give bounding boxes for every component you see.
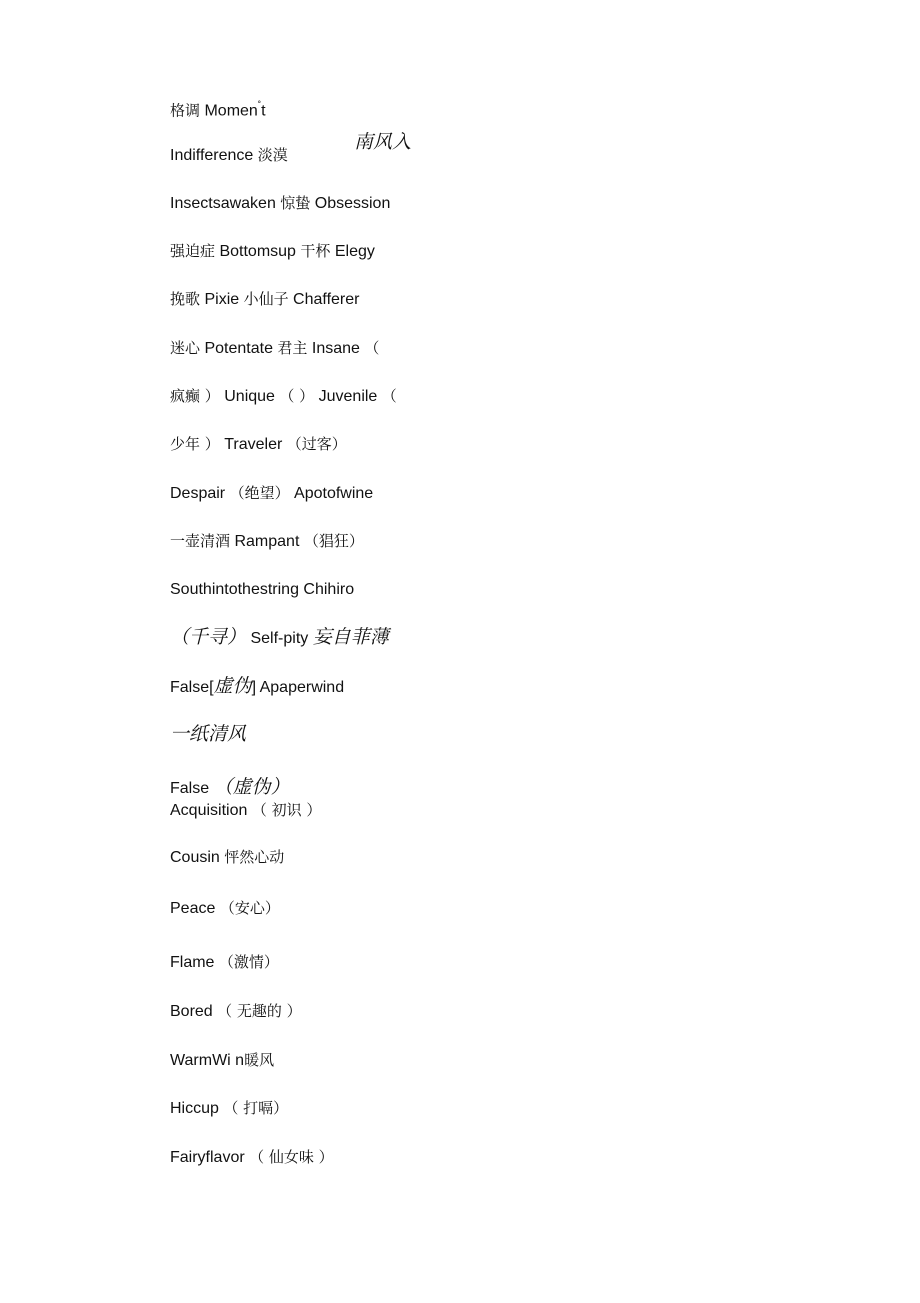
text-segment: （绝望）	[229, 484, 290, 502]
text-segment: 干杯	[300, 242, 331, 260]
text-segment: Momen	[200, 102, 258, 120]
text-segment: ] Apaperwind	[251, 679, 345, 696]
text-segment: Fairyflavor	[170, 1149, 250, 1166]
text-segment: Bored	[170, 1003, 218, 1020]
text-segment: Cousin	[170, 849, 225, 866]
text-line-21	[170, 1053, 274, 1069]
text-segment: Insectsawaken	[170, 195, 281, 212]
text-segment: 一纸清风	[170, 723, 247, 745]
text-segment: 妄自菲薄	[312, 626, 389, 648]
text-line-7	[170, 389, 397, 405]
text-segment: （ ）	[279, 387, 315, 405]
text-segment: Indifference	[170, 147, 258, 164]
text-line-6	[170, 341, 379, 357]
text-segment: Insane	[307, 340, 365, 357]
text-segment: False	[170, 780, 214, 797]
text-line-19	[170, 955, 279, 971]
text-line-8	[170, 437, 347, 453]
text-line-10	[170, 534, 364, 550]
text-segment: 暖风	[244, 1051, 275, 1069]
text-segment: Chafferer	[288, 291, 360, 308]
text-segment: Acquisition	[170, 802, 252, 819]
text-segment: （	[381, 387, 397, 405]
text-segment: 小仙子	[243, 290, 289, 308]
text-segment: Southintothestring Chihiro	[170, 581, 355, 598]
text-segment: t	[261, 102, 266, 120]
text-line-12	[170, 628, 389, 647]
text-line-1	[170, 102, 266, 119]
text-line-17	[170, 850, 284, 866]
text-segment: Obsession	[310, 195, 391, 212]
text-segment: （安心）	[219, 899, 280, 917]
text-segment: Peace	[170, 900, 220, 917]
text-segment: （ 无趣的 ）	[217, 1002, 302, 1020]
text-segment: ）	[200, 435, 220, 453]
text-segment: （ 打嗝）	[223, 1099, 289, 1117]
text-segment: （猖狂）	[303, 532, 364, 550]
text-line-16	[170, 803, 321, 819]
text-line-23	[170, 1150, 334, 1166]
text-line-11	[170, 582, 354, 598]
text-segment: 虚伪	[213, 675, 252, 697]
text-segment: Apotofwine	[289, 485, 374, 502]
text-segment: Unique	[219, 388, 280, 405]
text-segment: Elegy	[330, 243, 375, 260]
text-segment: False[	[170, 679, 214, 696]
text-segment: （千寻）	[170, 626, 247, 648]
text-segment: Despair	[170, 485, 230, 502]
text-line-14	[170, 725, 246, 744]
text-segment: 强迫症	[170, 242, 216, 260]
text-segment: Flame	[170, 954, 219, 971]
text-segment: WarmWi n	[170, 1052, 245, 1069]
text-segment: Juvenile	[314, 388, 382, 405]
text-line-20	[170, 1004, 302, 1020]
text-line-4	[170, 244, 375, 260]
text-line-22	[170, 1101, 288, 1117]
text-segment: Traveler	[219, 436, 287, 453]
floating-title: 南风入	[354, 131, 412, 153]
text-segment: 格调	[170, 101, 201, 120]
text-segment: 一壶清酒	[170, 532, 231, 550]
text-segment: （激情）	[218, 953, 279, 971]
text-line-2	[170, 148, 288, 164]
text-segment: Potentate	[200, 340, 278, 357]
text-line-15	[170, 778, 290, 797]
text-line-18	[170, 901, 280, 917]
text-segment: 惊蛰	[280, 194, 311, 212]
text-line-5	[170, 292, 359, 308]
text-line-13	[170, 677, 344, 696]
text-segment: Rampant	[230, 533, 304, 550]
text-segment: Pixie	[200, 291, 244, 308]
text-segment: 君主	[277, 339, 308, 357]
text-segment: Hiccup	[170, 1100, 224, 1117]
text-segment: ）	[200, 387, 220, 405]
text-segment: 少年	[170, 435, 201, 453]
text-line-9	[170, 486, 373, 502]
text-segment: （	[364, 339, 380, 357]
text-segment: （ 仙女味 ）	[249, 1148, 334, 1166]
text-segment: Bottomsup	[215, 243, 301, 260]
text-segment: 挽歌	[170, 290, 201, 308]
text-segment: （虚伪）	[213, 776, 290, 798]
text-segment: 迷心	[170, 339, 201, 357]
text-line-3	[170, 196, 390, 212]
text-segment: Self-pity	[246, 630, 313, 647]
text-segment: 疯癫	[170, 387, 201, 405]
text-segment: 淡漠	[257, 146, 288, 164]
text-segment: （过客）	[286, 435, 347, 453]
text-segment: 怦然心动	[224, 848, 285, 866]
text-segment: ˚	[257, 101, 262, 112]
text-segment: （ 初识 ）	[251, 801, 322, 819]
